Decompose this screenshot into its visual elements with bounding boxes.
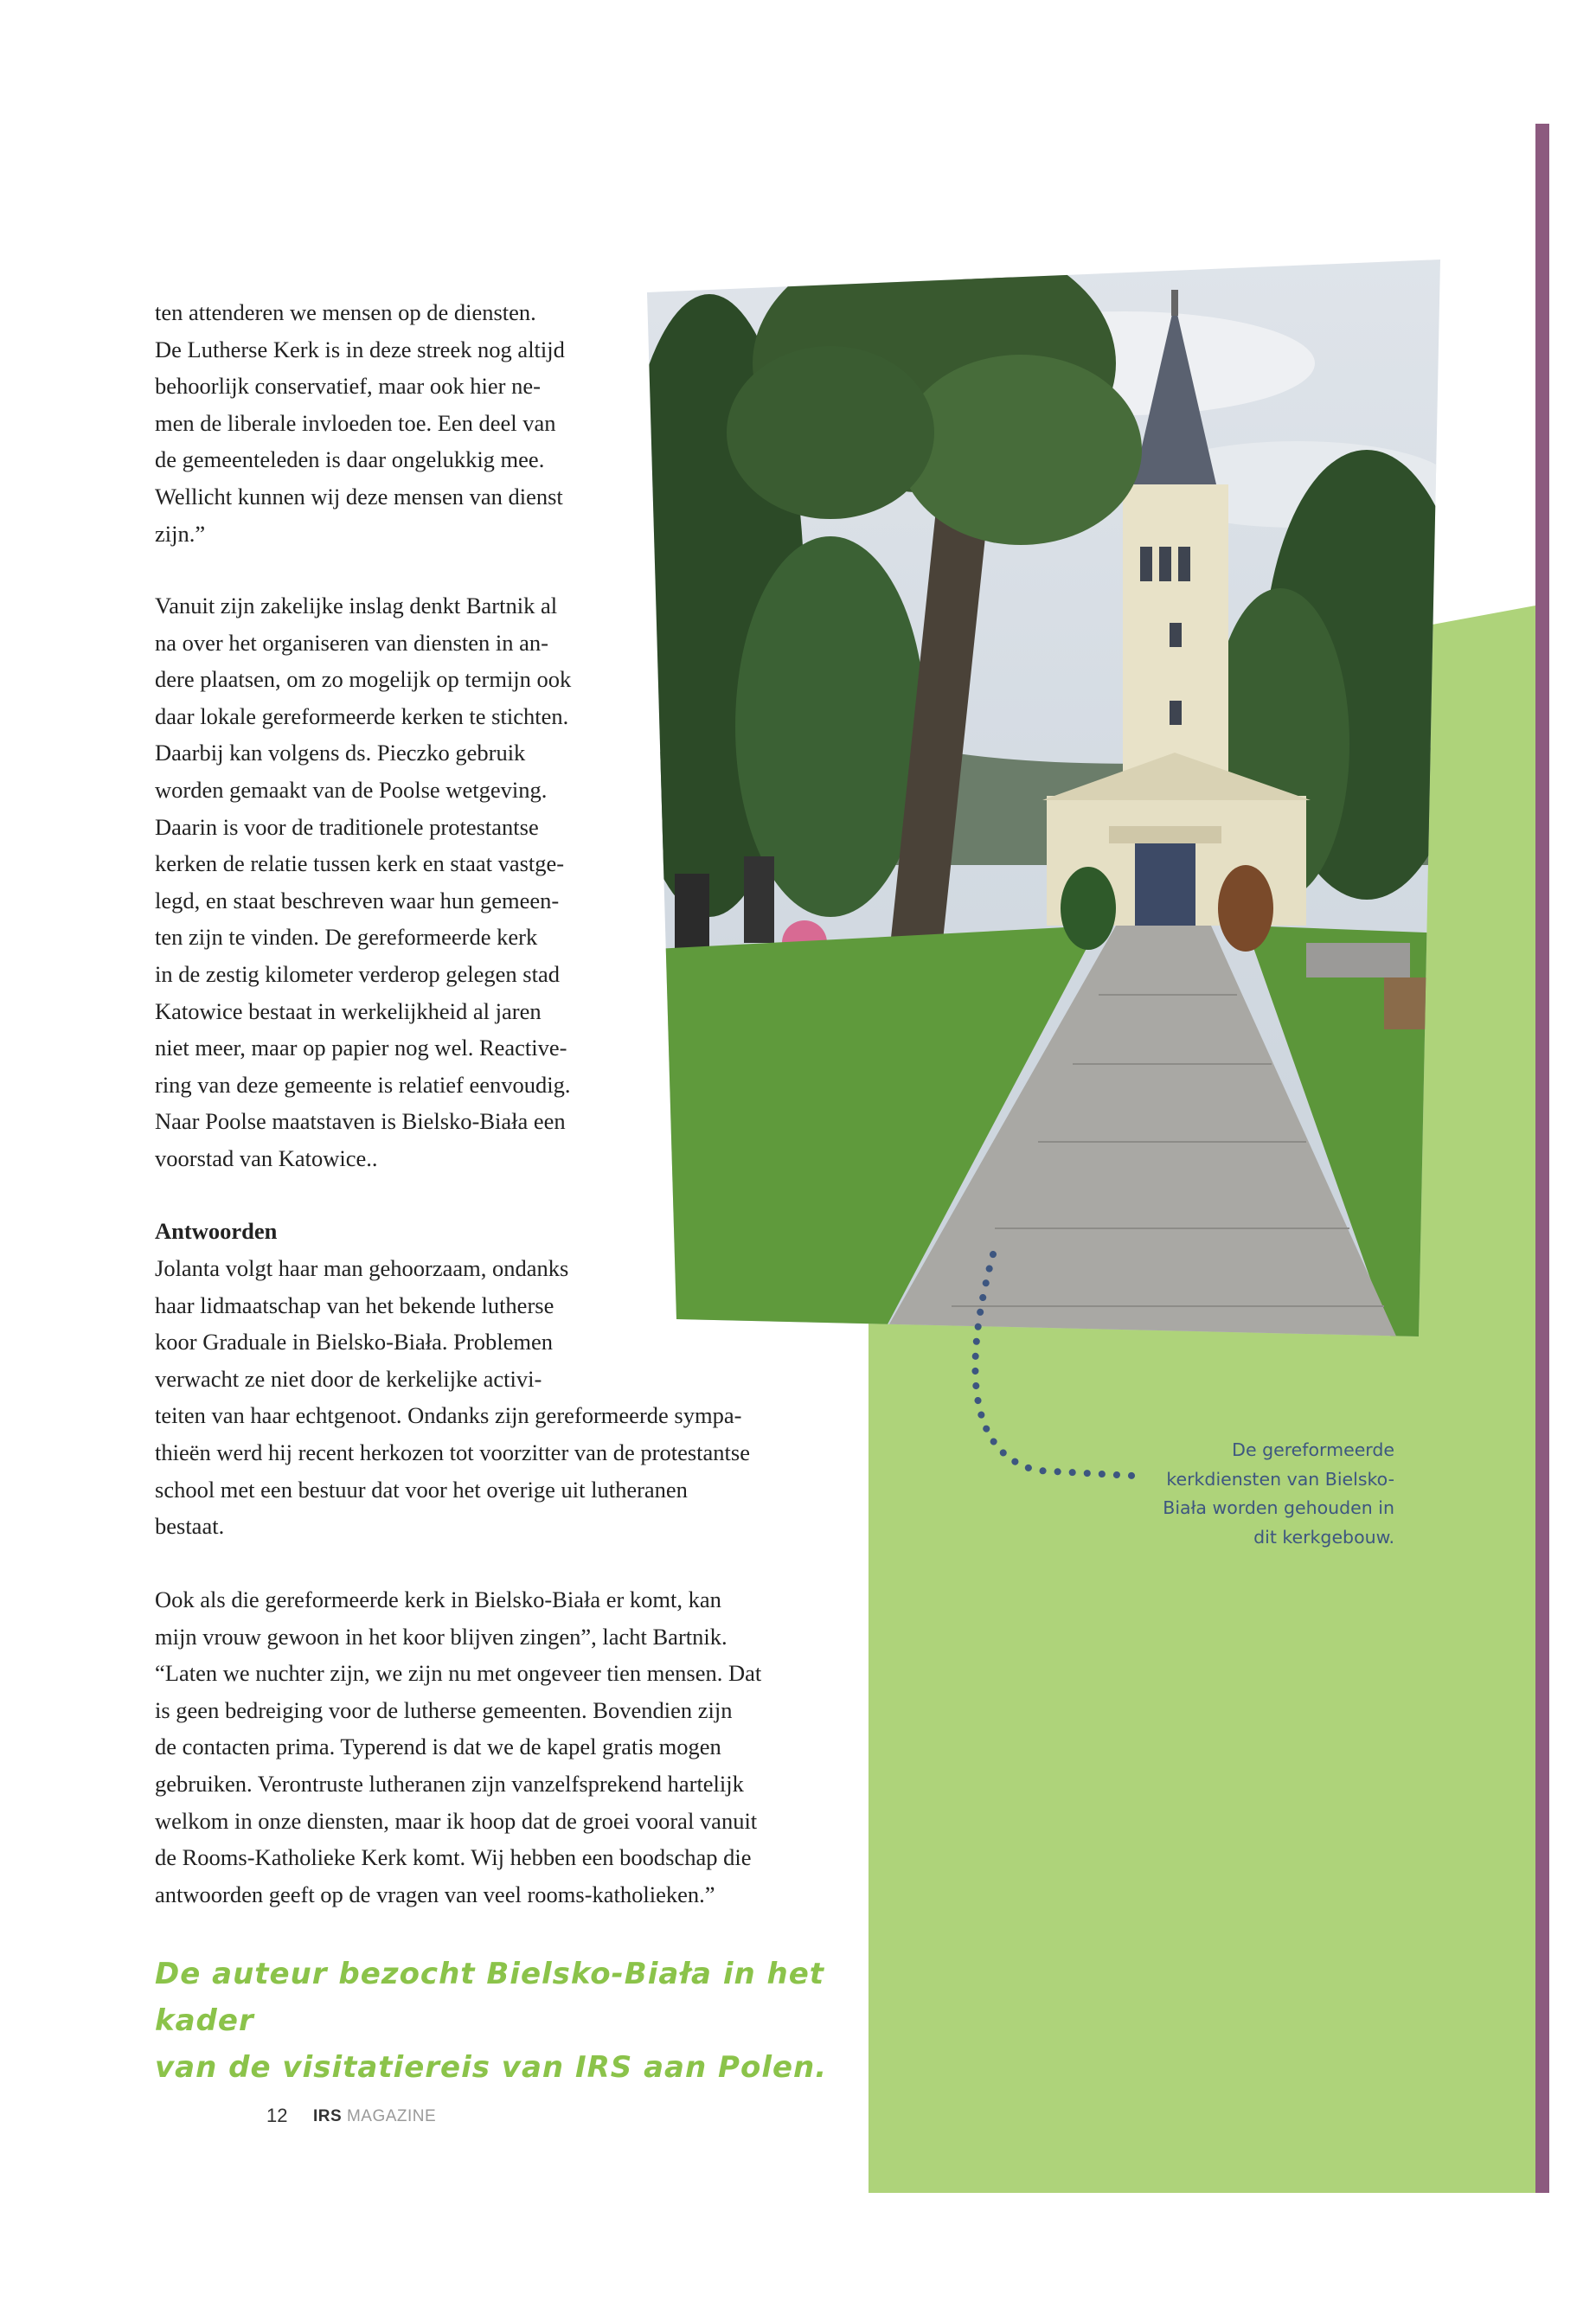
magazine-word: MAGAZINE (346, 2107, 437, 2125)
page-number: 12 (266, 2105, 288, 2126)
article-paragraph-3: Jolanta volgt haar man gehoorzaam, ondanks haar lidmaatschap van het bekende lutherse koor Graduale in Bielsko-Biała. Problemen verwacht ze niet door de kerkelijke activi- teiten van haar echtgenoot. Ondanks zijn gereformeerde sympa- thieën werd hij recent herkozen tot voorzitter van de protestantse school met een bestuur dat voor het overige uit lutheranen bestaat. (155, 1255, 750, 1540)
article-paragraph-1: ten attenderen we mensen op de diensten. De Lutherse Kerk is in deze streek nog altijd behoorlijk conservatief, maar ook hier ne- men de liberale invloeden toe. Een deel van de gemeenteleden is daar ongelukkig mee. Wellicht kunnen wij deze mensen van dienst zijn.” (155, 299, 565, 547)
section-heading: Antwoorden (155, 1218, 278, 1244)
photo-caption: De gereformeerde kerkdiensten van Bielsko- Biała worden gehouden in dit kerkgebouw. (1163, 1439, 1394, 1548)
article-paragraph-4: Ook als die gereformeerde kerk in Bielsko-Biała er komt, kan mijn vrouw gewoon in het koor blijven zingen”, lacht Bartnik. “Laten we nuchter zijn, we zijn nu met ongeveer tien mensen. Dat is geen bedreiging voor de lutherse gemeenten. Bovendien zijn de contacten prima. Typerend is dat we de kapel gratis mogen gebruiken. Verontruste lutheranen zijn vanzelfsprekend hartelijk welkom in onze diensten, maar ik hoop dat de groei vooral vanuit de Rooms-Katholieke Kerk komt. Wij hebben een boodschap die antwoorden geeft op de vragen van veel rooms-katholieken.” (155, 1586, 762, 1907)
magazine-title (313, 2107, 436, 2126)
article-paragraph-2: Vanuit zijn zakelijke inslag denkt Bartnik al na over het organiseren van diensten in an- dere plaatsen, om zo mogelijk op termijn ook daar lokale gereformeerde kerken te stichten. Daarbij kan volgens ds. Pieczko gebruik worden gemaakt van de Poolse wetgeving. Daarin is voor de traditionele protestantse kerken de relatie tussen kerk en staat vastge- legd, en staat beschreven waar hun gemeen- ten zijn te vinden. De gereformeerde kerk in de zestig kilometer verderop gelegen stad Katowice bestaat in werkelijkheid al jaren niet meer, maar op papier nog wel. Reactive- ring van deze gemeente is relatief eenvoudig. Naar Poolse maatstaven is Bielsko-Biała een voorstad van Katowice.. (155, 593, 572, 1171)
author-footnote: De auteur bezocht Bielsko-Biała in het kader van de visitatiereis van IRS aan Polen. (155, 1957, 828, 2085)
magazine-brand: IRS (313, 2107, 343, 2125)
